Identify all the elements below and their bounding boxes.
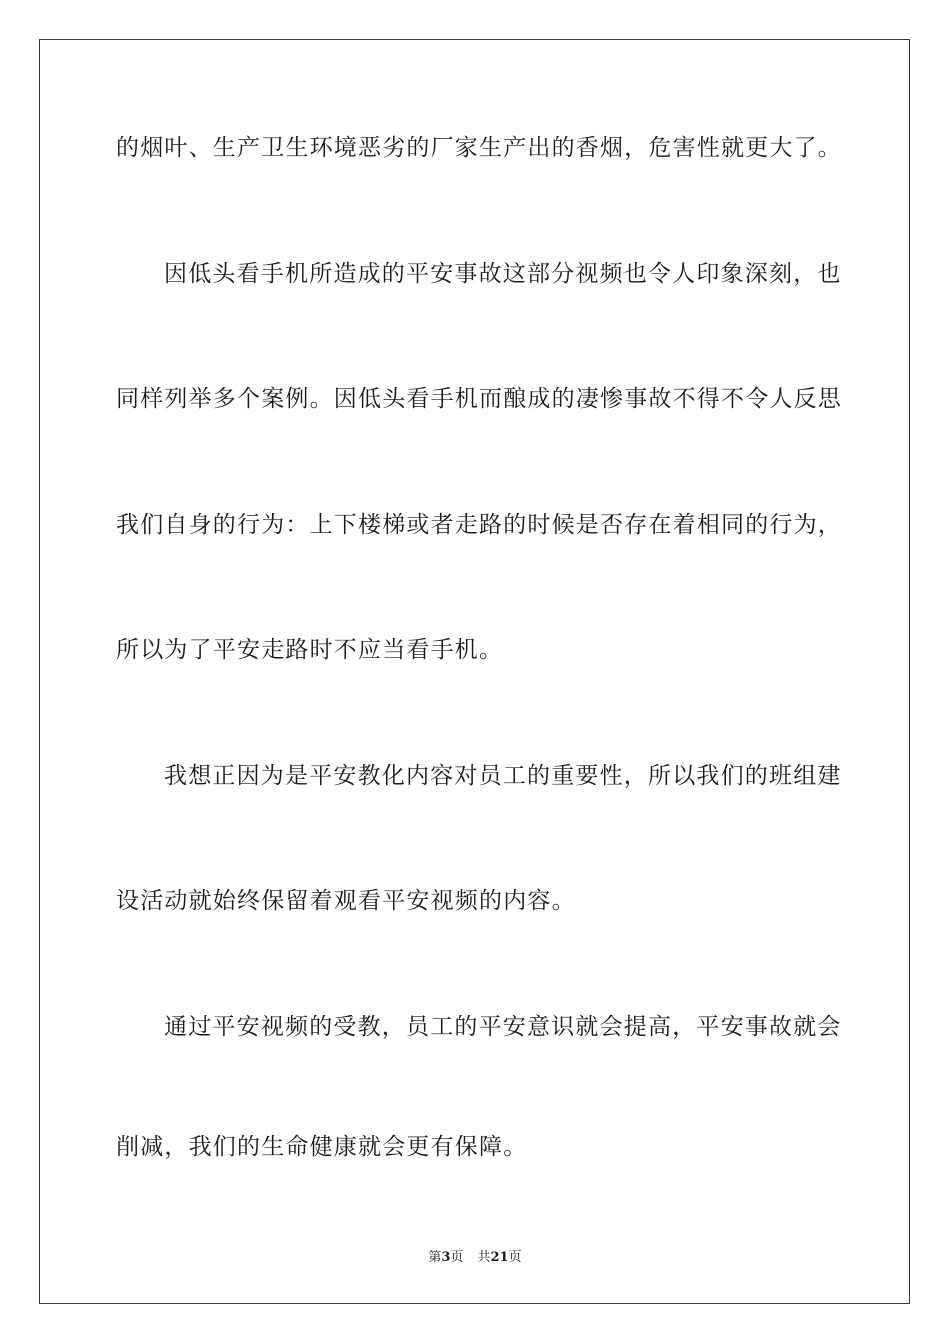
page-number: 3 — [441, 1250, 451, 1265]
text-line-7: 设活动就始终保留着观看平安视频的内容。 — [116, 888, 576, 914]
text-line-4: 我们自身的行为：上下楼梯或者走路的时候是否存在着相同的行为， — [116, 512, 842, 538]
page-prefix: 第 — [428, 1250, 442, 1265]
text-line-8: 通过平安视频的受教，员工的平安意识就会提高，平安事故就会 — [164, 1014, 842, 1040]
text-line-5: 所以为了平安走路时不应当看手机。 — [116, 637, 504, 663]
text-line-1: 的烟叶、生产卫生环境恶劣的厂家生产出的香烟，危害性就更大了。 — [116, 135, 842, 161]
page-border — [39, 39, 910, 1304]
page-footer — [0, 1246, 950, 1265]
text-line-3: 同样列举多个案例。因低头看手机而酿成的凄惨事故不得不令人反思 — [116, 386, 842, 412]
total-suffix: 页 — [508, 1250, 522, 1265]
total-pages: 21 — [490, 1250, 509, 1265]
text-line-9: 削减，我们的生命健康就会更有保障。 — [116, 1134, 528, 1160]
text-line-6: 我想正因为是平安教化内容对员工的重要性，所以我们的班组建 — [164, 763, 842, 789]
page-suffix: 页 — [450, 1250, 464, 1265]
text-line-2: 因低头看手机所造成的平安事故这部分视频也令人印象深刻，也 — [164, 261, 842, 287]
total-prefix: 共 — [477, 1250, 491, 1265]
